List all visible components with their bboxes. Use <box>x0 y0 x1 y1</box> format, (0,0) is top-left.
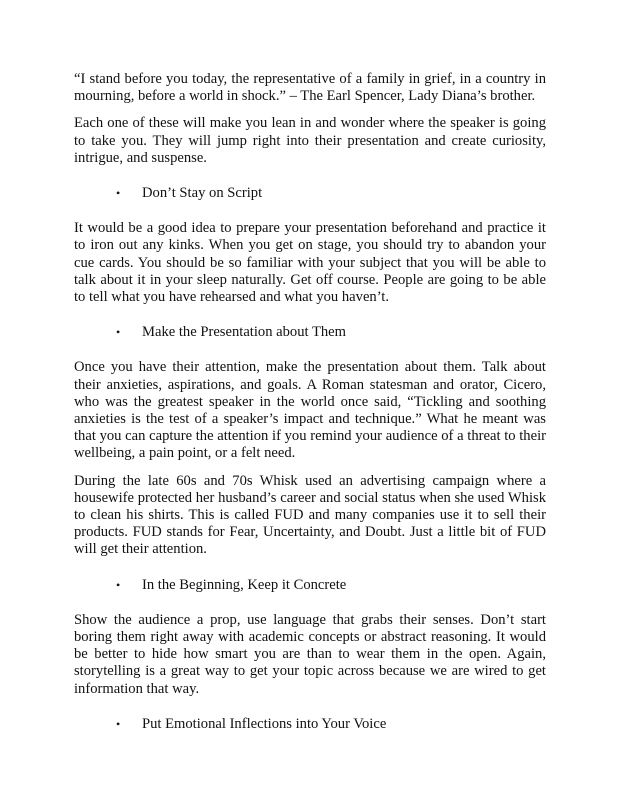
bullet-text: In the Beginning, Keep it Concrete <box>142 576 347 593</box>
bullet-item-dont-stay-on-script <box>74 185 546 202</box>
paragraph-fud: During the late 60s and 70s Whisk used an advertising campaign where a housewife protected her husband’s career and social status when she used Whisk to clean his shirts. This is called FUD and many companies use it to sell their products. FUD stands for Fear, Uncertainty, and Doubt. Just a little bit of FUD will get their attention. <box>74 472 546 558</box>
paragraph-quote: “I stand before you today, the representative of a family in grief, in a country in mourning, before a world in shock.” – The Earl Spencer, Lady Diana’s brother. <box>74 71 546 105</box>
paragraph-attention: Once you have their attention, make the presentation about them. Talk about their anxieties, aspirations, and goals. A Roman statesman and orator, Cicero, who was the greatest speaker in the world once said, “Tickling and soothing anxieties is the test of a speaker’s impact and technique.” What he meant was that you can capture the attention if you remind your audience of a threat to their wellbeing, a pain point, or a felt need. <box>74 359 546 462</box>
paragraph-prepare: It would be a good idea to prepare your presentation beforehand and practice it to iron out any kinks. When you get on stage, you should try to abandon your cue cards. You should be so familiar with your subject that you will be able to talk about it in your sleep naturally. Get off course. People are going to be able to tell what you have rehearsed and what you haven’t. <box>74 220 546 306</box>
bullet-text: Put Emotional Inflections into Your Voice <box>142 715 387 732</box>
paragraph-lean-in: Each one of these will make you lean in and wonder where the speaker is going to take you. They will jump right into their presentation and create curiosity, intrigue, and suspense. <box>74 115 546 166</box>
document-page <box>74 71 546 751</box>
bullet-item-emotional-inflections <box>74 716 546 733</box>
bullet-icon: • <box>116 186 121 201</box>
bullet-item-make-presentation-about-them <box>74 324 546 341</box>
bullet-text: Don’t Stay on Script <box>142 185 263 202</box>
bullet-icon: • <box>116 716 121 731</box>
bullet-icon: • <box>116 325 121 340</box>
paragraph-prop: Show the audience a prop, use language that grabs their senses. Don’t start boring them right away with academic concepts or abstract reasoning. It would be better to hide how smart you are than to wear them in the open. Again, storytelling is a great way to get your topic across because we are wired to get information that way. <box>74 611 546 697</box>
bullet-item-keep-it-concrete <box>74 577 546 594</box>
bullet-text: Make the Presentation about Them <box>142 324 346 341</box>
bullet-icon: • <box>116 577 121 592</box>
